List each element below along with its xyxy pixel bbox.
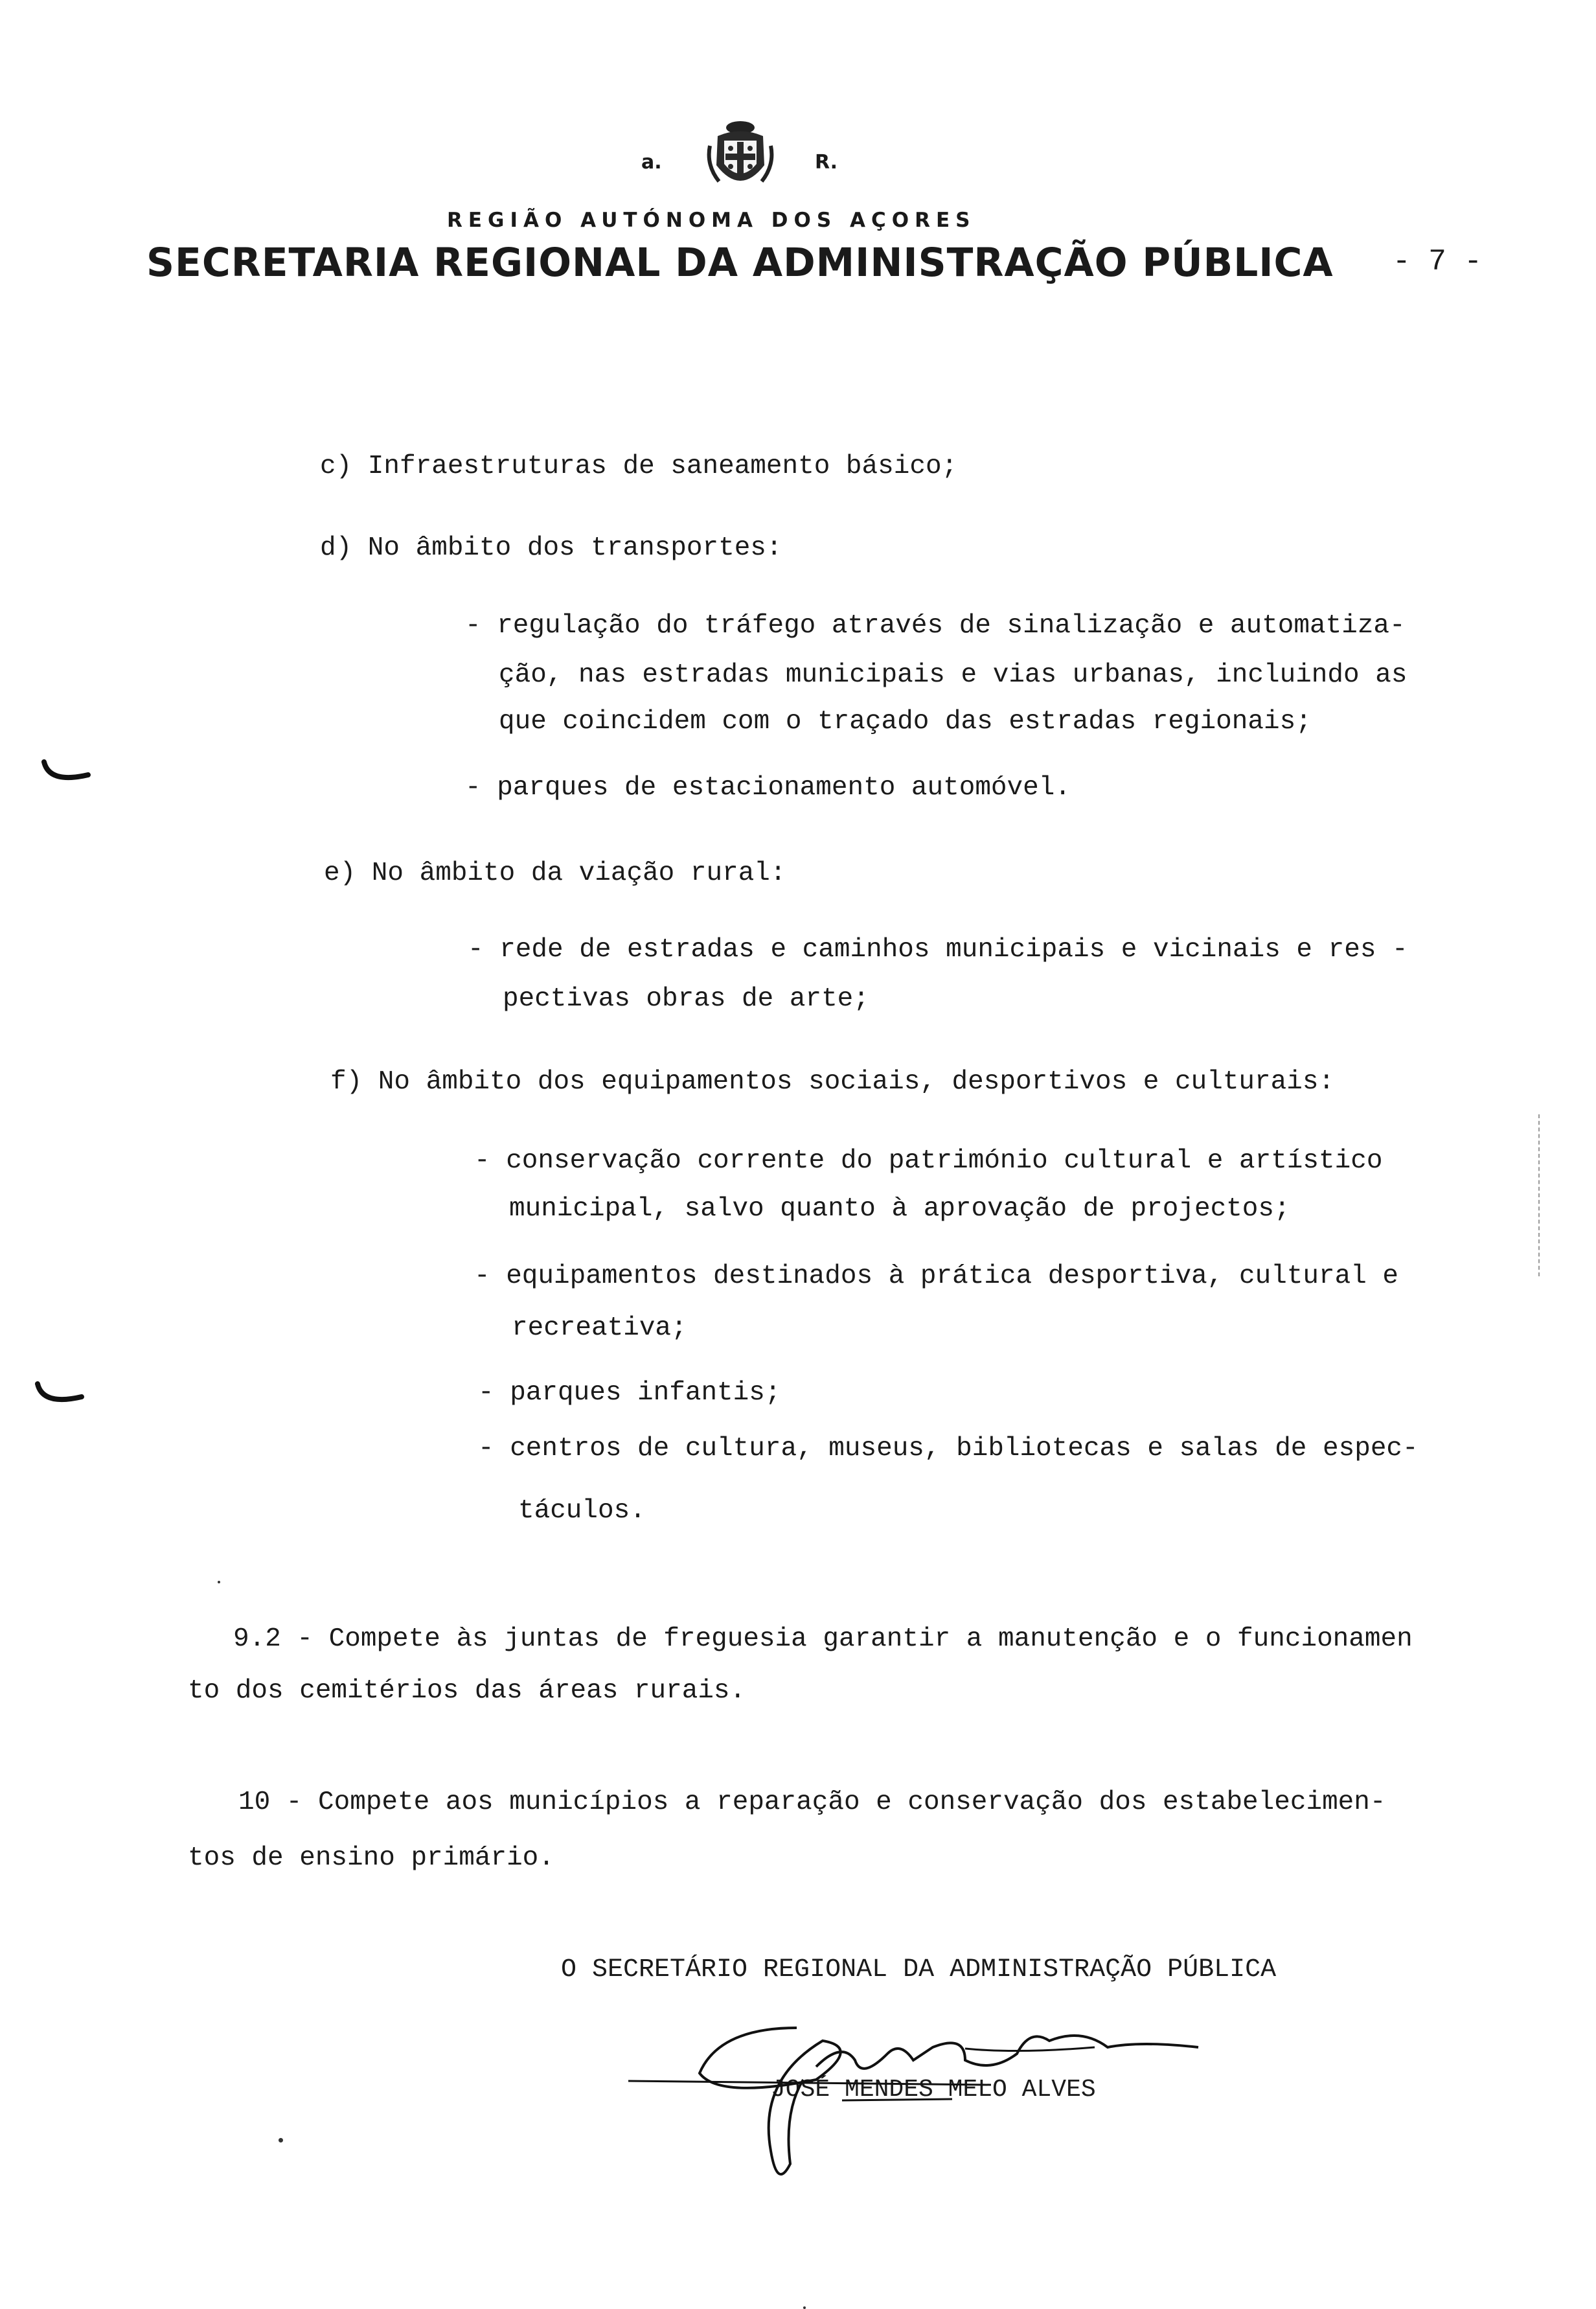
paragraph-9-2-line-1: 9.2 - Compete às juntas de freguesia garantir a manutenção e o funcionamen [233,1624,1413,1654]
item-d-bullet-1-line-1: - regulação do tráfego através de sinalização e automatiza- [465,611,1406,641]
hole-punch-mark-top [40,758,92,790]
ink-speck [279,2138,283,2142]
item-e-heading: e) No âmbito da viação rural: [324,858,786,888]
paragraph-10-line-1: 10 - Compete aos municípios a reparação e conservação dos estabelecimen- [238,1787,1386,1817]
item-d-bullet-1-line-2: ção, nas estradas municipais e vias urbanas, incluindo as [499,660,1408,690]
item-d-bullet-2: - parques de estacionamento automóvel. [465,773,1071,803]
item-e-bullet-1-line-2: pectivas obras de arte; [503,984,869,1014]
ink-speck [218,1581,220,1583]
signatory-name: JOSÉ MENDES MELO ALVES [771,2076,1096,2104]
item-f-heading: f) No âmbito dos equipamentos sociais, desportivos e culturais: [330,1067,1335,1097]
item-f-bullet-4-line-1: - centros de cultura, museus, bibliotecas e salas de espec- [478,1434,1419,1464]
secretariat-heading: SECRETARIA REGIONAL DA ADMINISTRAÇÃO PÚBLICA [146,240,1334,286]
paragraph-9-2-line-2: to dos cemitérios das áreas rurais. [188,1676,746,1706]
item-f-bullet-1-line-1: - conservação corrente do património cultural e artístico [474,1146,1383,1176]
letterhead-crest-row [641,120,849,198]
paragraph-10-line-2: tos de ensino primário. [188,1843,554,1873]
item-f-bullet-3: - parques infantis; [478,1378,781,1408]
item-c: c) Infraestruturas de saneamento básico; [320,452,958,481]
ink-speck [803,2306,806,2309]
coat-of-arms-icon [705,120,776,198]
region-heading: REGIÃO AUTÓNOMA DOS AÇORES [447,209,976,232]
crest-left-letter: a. [641,151,662,174]
hole-punch-mark-bottom [34,1380,86,1412]
item-f-bullet-2-line-1: - equipamentos destinados à prática desportiva, cultural e [474,1261,1399,1291]
item-e-bullet-1-line-1: - rede de estradas e caminhos municipais e vicinais e res - [468,935,1408,965]
item-d-heading: d) No âmbito dos transportes: [320,533,782,563]
handwritten-signature [628,2002,1263,2196]
page-number: - 7 - [1393,245,1483,279]
margin-rule [1538,1114,1542,1276]
crest-right-letter: R. [815,151,838,174]
item-f-bullet-1-line-2: municipal, salvo quanto à aprovação de projectos; [509,1194,1290,1224]
item-f-bullet-4-line-2: táculos. [518,1496,646,1526]
item-d-bullet-1-line-3: que coincidem com o traçado das estradas regionais; [499,707,1312,737]
item-f-bullet-2-line-2: recreativa; [512,1313,687,1343]
signatory-title: O SECRETÁRIO REGIONAL DA ADMINISTRAÇÃO PÚBLICA [561,1955,1277,1984]
